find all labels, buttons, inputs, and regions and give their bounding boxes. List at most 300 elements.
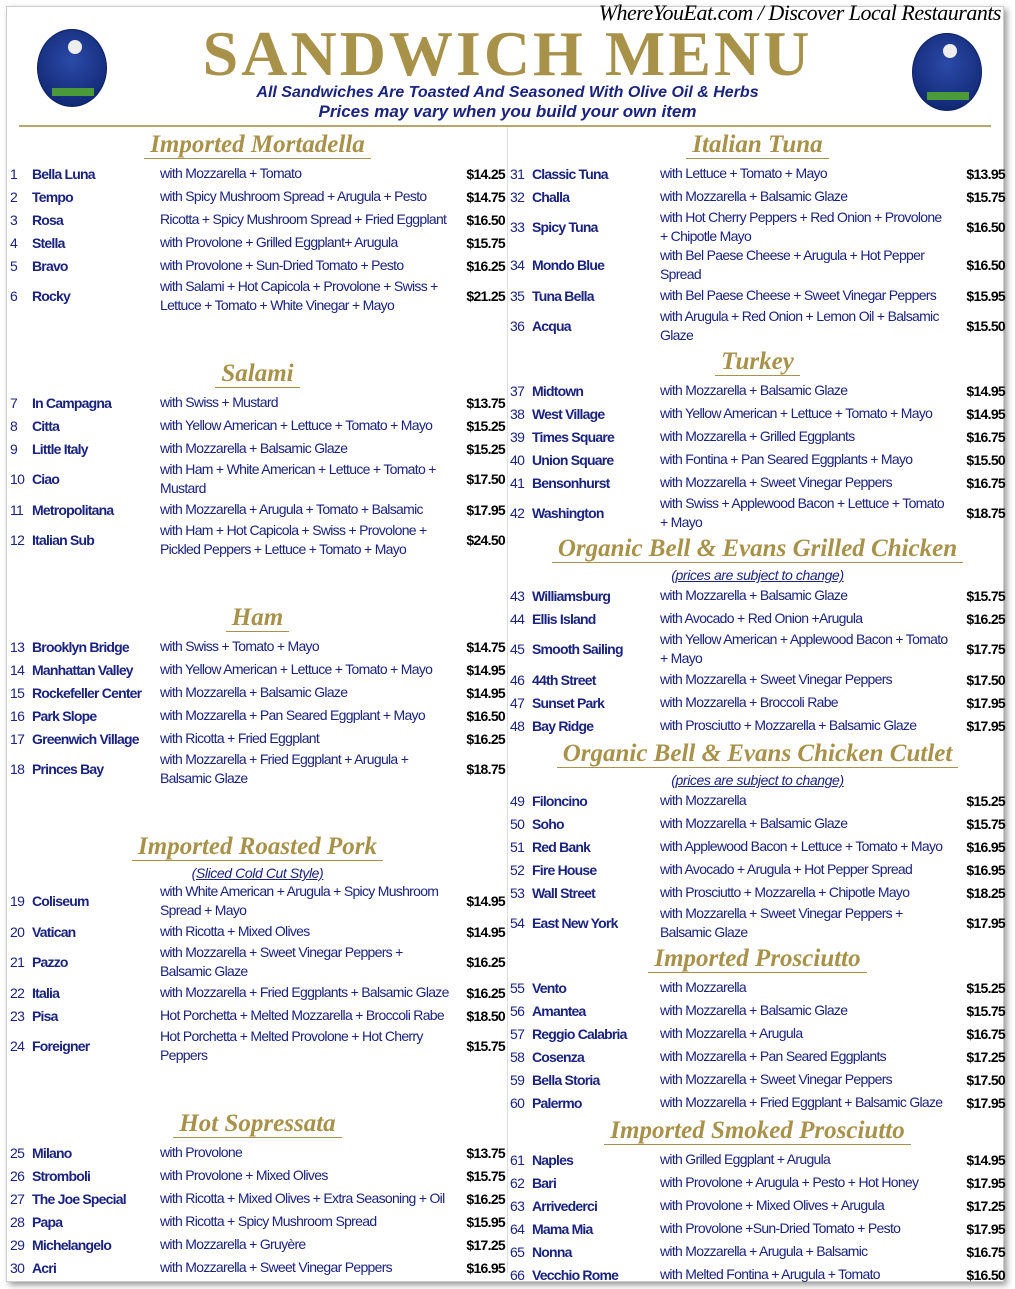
section-heading — [10, 830, 505, 864]
item-price: $15.50 — [966, 318, 1005, 334]
menu-item — [10, 1187, 505, 1210]
item-description: with Arugula + Red Onion + Lemon Oil + Balsamic Glaze — [660, 308, 939, 343]
item-description: with Provolone + Grilled Eggplant+ Arugula — [160, 234, 398, 250]
item-name: Italia — [32, 984, 60, 1001]
item-name: East New York — [532, 915, 618, 931]
item-description: with Mozzarella + Pan Seared Eggplant + Mayo — [160, 707, 425, 723]
watermark: WhereYouEat.com / Discover Local Restaurants — [598, 0, 1001, 25]
item-number: 16 — [10, 707, 25, 724]
item-name: Pisa — [32, 1007, 58, 1024]
item-number: 18 — [10, 761, 25, 777]
item-description: with Avocado + Red Onion +Arugula — [660, 610, 863, 626]
item-description: with Provolone + Mixed Olives + Arugula — [660, 1197, 885, 1213]
item-description: with Lettuce + Tomato + Mayo — [660, 165, 827, 181]
item-name: Wall Street — [532, 884, 596, 901]
menu-item — [510, 1171, 1005, 1194]
item-number: 37 — [510, 382, 525, 399]
section-title: Imported Smoked Prosciutto — [604, 1117, 910, 1145]
item-price: $16.25 — [466, 257, 505, 274]
item-number: 28 — [10, 1213, 25, 1230]
item-number: 54 — [510, 915, 525, 931]
section-heading — [510, 737, 1005, 771]
item-name: Milano — [32, 1144, 72, 1161]
item-name: Vecchio Rome — [532, 1266, 619, 1283]
item-number: 56 — [510, 1002, 525, 1019]
item-price: $16.25 — [466, 984, 505, 1001]
item-number: 59 — [510, 1071, 525, 1088]
item-description: with Mozzarella + Balsamic Glaze — [660, 587, 848, 603]
menu-item — [510, 584, 1005, 607]
item-name: Washington — [532, 505, 604, 521]
item-name: Challa — [532, 188, 570, 205]
item-name: Stromboli — [32, 1167, 91, 1184]
item-price: $13.95 — [966, 165, 1005, 182]
item-description: with Mozzarella + Sweet Vinegar Peppers + Balsamic Glaze — [160, 944, 403, 979]
menu-item — [10, 521, 505, 559]
item-number: 14 — [10, 661, 25, 678]
item-name: Arrivederci — [532, 1197, 598, 1214]
item-description: with Ricotta + Spicy Mushroom Spread — [160, 1213, 377, 1229]
menu-item — [10, 882, 505, 920]
item-description: with Yellow American + Lettuce + Tomato + Mayo — [660, 405, 933, 421]
menu-section — [510, 942, 1005, 1114]
item-description: with Prosciutto + Mozzarella + Chipotle Mayo — [660, 884, 910, 900]
menu-item — [10, 981, 505, 1004]
item-number: 41 — [510, 474, 525, 491]
item-price: $17.25 — [466, 1236, 505, 1253]
menu-item — [510, 714, 1005, 737]
item-number: 42 — [510, 505, 525, 521]
section-heading — [510, 345, 1005, 379]
item-description: with Hot Cherry Peppers + Red Onion + Provolone + Chipotle Mayo — [660, 209, 942, 244]
subtitle-toasted: All Sandwiches Are Toasted And Seasoned With Olive Oil & Herbs — [256, 84, 759, 101]
item-number: 4 — [10, 234, 18, 251]
item-name: Amantea — [532, 1002, 586, 1019]
item-number: 26 — [10, 1167, 25, 1184]
menu-item — [10, 414, 505, 437]
item-name: Mondo Blue — [532, 257, 605, 273]
item-description: with Grilled Eggplant + Arugula — [660, 1151, 831, 1167]
item-number: 12 — [10, 532, 25, 548]
item-price: $16.75 — [966, 474, 1005, 491]
menu-item — [510, 1022, 1005, 1045]
menu-item — [510, 1045, 1005, 1068]
item-description: with Provolone + Sun-Dried Tomato + Pesto — [160, 257, 404, 273]
item-description: with Provolone + Mixed Olives — [160, 1167, 328, 1183]
column-divider — [507, 127, 508, 1273]
menu-item — [10, 1004, 505, 1027]
item-price: $16.50 — [966, 219, 1005, 235]
section-title: Organic Bell & Evans Chicken Cutlet — [557, 740, 959, 768]
section-heading — [10, 357, 505, 391]
section-heading — [10, 128, 505, 162]
item-number: 15 — [10, 684, 25, 701]
item-price: $15.25 — [466, 417, 505, 434]
item-name: Spicy Tuna — [532, 219, 598, 235]
item-number: 30 — [10, 1259, 25, 1276]
item-price: $16.75 — [966, 1025, 1005, 1042]
item-number: 58 — [510, 1048, 525, 1065]
menu-item — [510, 208, 1005, 246]
menu-section — [10, 601, 505, 788]
item-price: $17.95 — [966, 694, 1005, 711]
item-name: Ellis Island — [532, 610, 596, 627]
item-name: Pazzo — [32, 954, 68, 970]
item-description: with Swiss + Applewood Bacon + Lettuce + Tomato + Mayo — [660, 495, 944, 530]
item-description: with Mozzarella + Pan Seared Eggplants — [660, 1048, 886, 1064]
item-price: $15.75 — [466, 1038, 505, 1054]
item-number: 60 — [510, 1094, 525, 1111]
item-name: Rosa — [32, 211, 64, 228]
item-price: $16.50 — [966, 1266, 1005, 1283]
item-description: with Bel Paese Cheese + Arugula + Hot Pepper Spread — [660, 247, 925, 282]
item-description: with Yellow American + Lettuce + Tomato + Mayo — [160, 417, 433, 433]
item-price: $24.50 — [466, 532, 505, 548]
item-description: with Provolone — [160, 1144, 243, 1160]
item-description: with Mozzarella + Sweet Vinegar Peppers + Balsamic Glaze — [660, 905, 903, 940]
item-name: Papa — [32, 1213, 63, 1230]
section-heading — [510, 128, 1005, 162]
item-description: with Ham + White American + Lettuce + Tomato + Mustard — [160, 461, 436, 496]
section-heading — [10, 601, 505, 635]
menu-section — [510, 345, 1005, 532]
item-description: with Provolone + Arugula + Pesto + Hot Honey — [660, 1174, 919, 1190]
item-description: with Mozzarella + Balsamic Glaze — [660, 815, 848, 831]
item-description: with Mozzarella + Tomato — [160, 165, 302, 181]
menu-item — [510, 881, 1005, 904]
menu-item — [510, 1091, 1005, 1114]
menu-item — [10, 498, 505, 521]
item-number: 29 — [10, 1236, 25, 1253]
item-price: $17.95 — [466, 501, 505, 518]
item-name: Nonna — [532, 1243, 572, 1260]
menu-item — [510, 835, 1005, 858]
item-name: Union Square — [532, 451, 614, 468]
menu-item — [510, 471, 1005, 494]
item-price: $17.50 — [966, 1071, 1005, 1088]
section-heading — [10, 1107, 505, 1141]
item-price: $15.95 — [966, 287, 1005, 304]
item-name: Bari — [532, 1174, 557, 1191]
item-number: 13 — [10, 638, 25, 655]
item-price: $17.95 — [966, 915, 1005, 931]
menu-item — [10, 460, 505, 498]
item-name: 44th Street — [532, 671, 596, 688]
item-description: with Mozzarella + Balsamic Glaze — [160, 684, 348, 700]
item-description: with Mozzarella + Fried Eggplants + Balsamic Glaze — [160, 984, 449, 1000]
item-description: with Mozzarella — [660, 979, 746, 995]
item-name: Bella Storia — [532, 1071, 600, 1088]
item-name: Vento — [532, 979, 567, 996]
item-name: Cosenza — [532, 1048, 584, 1065]
item-price: $17.95 — [966, 717, 1005, 734]
item-description: with Avocado + Arugula + Hot Pepper Spread — [660, 861, 913, 877]
item-description: with Mozzarella + Sweet Vinegar Peppers — [660, 671, 892, 687]
menu-item — [10, 254, 505, 277]
subtitle-prices: Prices may vary when you build your own item — [318, 102, 697, 121]
item-description: Ricotta + Spicy Mushroom Spread + Fried Eggplant — [160, 211, 447, 227]
item-price: $16.25 — [466, 1190, 505, 1207]
menu-item — [10, 658, 505, 681]
item-number: 49 — [510, 792, 525, 809]
item-name: Coliseum — [32, 893, 89, 909]
item-price: $15.75 — [466, 1167, 505, 1184]
item-name: Sunset Park — [532, 694, 605, 711]
item-price: $21.25 — [466, 288, 505, 304]
menu-item — [510, 858, 1005, 881]
menu-item — [510, 494, 1005, 532]
menu-item — [10, 1027, 505, 1065]
item-description: with Fontina + Pan Seared Eggplants + Mayo — [660, 451, 913, 467]
item-price: $15.95 — [466, 1213, 505, 1230]
item-number: 31 — [510, 165, 525, 182]
menu-item — [510, 307, 1005, 345]
item-name: Tuna Bella — [532, 287, 594, 304]
item-number: 34 — [510, 257, 525, 273]
item-description: with Prosciutto + Mozzarella + Balsamic Glaze — [660, 717, 917, 733]
item-description: with Mozzarella + Fried Eggplant + Balsamic Glaze — [660, 1094, 943, 1110]
item-price: $14.95 — [966, 405, 1005, 422]
header-divider — [19, 125, 991, 127]
item-number: 25 — [10, 1144, 25, 1161]
item-price: $15.75 — [966, 587, 1005, 604]
item-price: $17.50 — [466, 471, 505, 487]
item-number: 39 — [510, 428, 525, 445]
item-number: 35 — [510, 287, 525, 304]
item-price: $16.95 — [466, 1259, 505, 1276]
item-price: $17.50 — [966, 671, 1005, 688]
item-number: 63 — [510, 1197, 525, 1214]
item-number: 2 — [10, 188, 18, 205]
menu-section — [10, 830, 505, 1065]
item-number: 52 — [510, 861, 525, 878]
item-description: with Mozzarella + Arugula + Tomato + Balsamic — [160, 501, 423, 517]
menu-item — [510, 1194, 1005, 1217]
menu-item — [510, 691, 1005, 714]
menu-item — [10, 704, 505, 727]
item-description: with Ricotta + Fried Eggplant — [160, 730, 320, 746]
item-price: $16.95 — [966, 861, 1005, 878]
item-number: 24 — [10, 1038, 25, 1054]
item-description: Hot Porchetta + Melted Mozzarella + Broccoli Rabe — [160, 1007, 444, 1023]
section-note: (prices are subject to change) — [671, 567, 844, 583]
item-price: $15.75 — [966, 188, 1005, 205]
item-price: $15.25 — [966, 979, 1005, 996]
item-number: 64 — [510, 1220, 525, 1237]
item-description: with Ricotta + Mixed Olives + Extra Seasoning + Oil — [160, 1190, 445, 1206]
section-heading — [510, 532, 1005, 566]
item-number: 50 — [510, 815, 525, 832]
item-price: $13.75 — [466, 1144, 505, 1161]
menu-item — [510, 246, 1005, 284]
item-price: $17.25 — [966, 1197, 1005, 1214]
item-number: 5 — [10, 257, 18, 274]
item-number: 3 — [10, 211, 18, 228]
item-number: 10 — [10, 471, 25, 487]
item-price: $14.95 — [966, 382, 1005, 399]
menu-item — [510, 1217, 1005, 1240]
item-description: with Mozzarella + Arugula — [660, 1025, 803, 1041]
menu-item — [10, 231, 505, 254]
item-name: Midtown — [532, 382, 584, 399]
item-price: $14.95 — [466, 893, 505, 909]
item-number: 45 — [510, 641, 525, 657]
item-name: Italian Sub — [32, 532, 94, 548]
section-note: (Sliced Cold Cut Style) — [191, 865, 324, 881]
menu-item — [10, 681, 505, 704]
item-name: Little Italy — [32, 440, 88, 457]
item-price: $14.95 — [466, 684, 505, 701]
item-name: Citta — [32, 417, 60, 434]
item-price: $17.95 — [966, 1174, 1005, 1191]
menu-item — [510, 999, 1005, 1022]
menu-item — [10, 727, 505, 750]
item-number: 20 — [10, 923, 25, 940]
menu-item — [510, 162, 1005, 185]
item-name: Fire House — [532, 861, 597, 878]
item-price: $17.75 — [966, 641, 1005, 657]
section-heading — [510, 942, 1005, 976]
section-heading — [510, 1114, 1005, 1148]
menu-item — [510, 607, 1005, 630]
menu-item — [10, 943, 505, 981]
item-description: with Applewood Bacon + Lettuce + Tomato + Mayo — [660, 838, 943, 854]
item-number: 57 — [510, 1025, 525, 1042]
menu-item — [510, 284, 1005, 307]
section-title: Imported Mortadella — [144, 131, 371, 159]
item-name: Rocky — [32, 288, 71, 304]
item-price: $15.50 — [966, 451, 1005, 468]
item-price: $17.95 — [966, 1094, 1005, 1111]
item-number: 8 — [10, 417, 18, 434]
item-price: $17.95 — [966, 1220, 1005, 1237]
item-description: with Mozzarella + Gruyère — [160, 1236, 306, 1252]
menu-item — [510, 976, 1005, 999]
item-description: with Mozzarella + Arugula + Balsamic — [660, 1243, 868, 1259]
menu-item — [510, 904, 1005, 942]
menu-item — [10, 1141, 505, 1164]
menu-item — [510, 185, 1005, 208]
item-number: 43 — [510, 587, 525, 604]
item-price: $16.50 — [966, 257, 1005, 273]
menu-item — [510, 425, 1005, 448]
menu-item — [510, 1148, 1005, 1171]
item-price: $16.25 — [466, 954, 505, 970]
item-name: Acri — [32, 1259, 57, 1276]
menu-item — [510, 668, 1005, 691]
item-description: with Mozzarella + Sweet Vinegar Peppers — [660, 474, 892, 490]
section-title: Salami — [215, 360, 299, 388]
item-price: $16.95 — [966, 838, 1005, 855]
menu-section — [510, 737, 1005, 942]
item-description: with Bel Paese Cheese + Sweet Vinegar Peppers — [660, 287, 937, 303]
item-number: 65 — [510, 1243, 525, 1260]
item-price: $16.25 — [466, 730, 505, 747]
item-name: Red Bank — [532, 838, 591, 855]
item-number: 62 — [510, 1174, 525, 1191]
item-name: Tempo — [32, 188, 73, 205]
item-price: $17.25 — [966, 1048, 1005, 1065]
item-name: Park Slope — [32, 707, 97, 724]
menu-section — [510, 532, 1005, 737]
menu-item — [10, 920, 505, 943]
item-price: $15.25 — [966, 792, 1005, 809]
item-name: Naples — [532, 1151, 574, 1168]
item-number: 47 — [510, 694, 525, 711]
item-description: Hot Porchetta + Melted Provolone + Hot Cherry Peppers — [160, 1028, 423, 1063]
item-name: Bay Ridge — [532, 717, 594, 734]
item-price: $14.75 — [466, 188, 505, 205]
item-price: $16.75 — [966, 428, 1005, 445]
item-name: Foreigner — [32, 1038, 90, 1054]
menu-item — [510, 630, 1005, 668]
item-price: $15.25 — [466, 440, 505, 457]
item-number: 23 — [10, 1007, 25, 1024]
item-description: with Swiss + Tomato + Mayo — [160, 638, 319, 654]
item-name: Classic Tuna — [532, 165, 608, 182]
item-price: $18.75 — [966, 505, 1005, 521]
menu-item — [10, 208, 505, 231]
menu-section — [10, 128, 505, 315]
item-name: In Campagna — [32, 394, 112, 411]
menu-item — [10, 277, 505, 315]
item-number: 33 — [510, 219, 525, 235]
item-description: with Melted Fontina + Arugula + Tomato — [660, 1266, 880, 1282]
item-description: with White American + Arugula + Spicy Mushroom Spread + Mayo — [160, 883, 439, 918]
item-number: 21 — [10, 954, 25, 970]
item-name: Palermo — [532, 1094, 582, 1111]
item-price: $14.95 — [966, 1151, 1005, 1168]
menu-item — [510, 812, 1005, 835]
item-description: with Spicy Mushroom Spread + Arugula + Pesto — [160, 188, 427, 204]
item-price: $18.25 — [966, 884, 1005, 901]
item-number: 66 — [510, 1266, 525, 1283]
item-number: 27 — [10, 1190, 25, 1207]
menu-item — [10, 635, 505, 658]
menu-item — [510, 1240, 1005, 1263]
item-number: 32 — [510, 188, 525, 205]
item-name: Metropolitana — [32, 501, 114, 518]
item-description: with Yellow American + Lettuce + Tomato + Mayo — [160, 661, 433, 677]
menu-section — [10, 1107, 505, 1279]
item-name: Rockefeller Center — [32, 684, 142, 701]
menu-item — [510, 1263, 1005, 1286]
item-price: $14.75 — [466, 638, 505, 655]
section-title: Hot Sopressata — [173, 1110, 341, 1138]
item-name: Vatican — [32, 923, 76, 940]
item-name: Bravo — [32, 257, 68, 274]
item-number: 36 — [510, 318, 525, 334]
item-number: 51 — [510, 838, 525, 855]
section-title: Imported Prosciutto — [648, 945, 866, 973]
item-number: 9 — [10, 440, 18, 457]
item-description: with Mozzarella + Sweet Vinegar Peppers — [160, 1259, 392, 1275]
item-description: with Provolone +Sun-Dried Tomato + Pesto — [660, 1220, 901, 1236]
menu-item — [10, 185, 505, 208]
item-number: 6 — [10, 288, 18, 304]
item-price: $14.95 — [466, 923, 505, 940]
item-number: 40 — [510, 451, 525, 468]
right-column — [510, 128, 1005, 1283]
item-name: Greenwich Village — [32, 730, 139, 747]
item-description: with Yellow American + Applewood Bacon + Tomato + Mayo — [660, 631, 948, 666]
section-title: Turkey — [715, 348, 800, 376]
item-name: Smooth Sailing — [532, 641, 623, 657]
item-number: 46 — [510, 671, 525, 688]
menu-item — [10, 437, 505, 460]
item-description: with Ham + Hot Capicola + Swiss + Provolone + Pickled Peppers + Lettuce + Tomato + Mayo — [160, 522, 427, 557]
item-name: West Village — [532, 405, 605, 422]
